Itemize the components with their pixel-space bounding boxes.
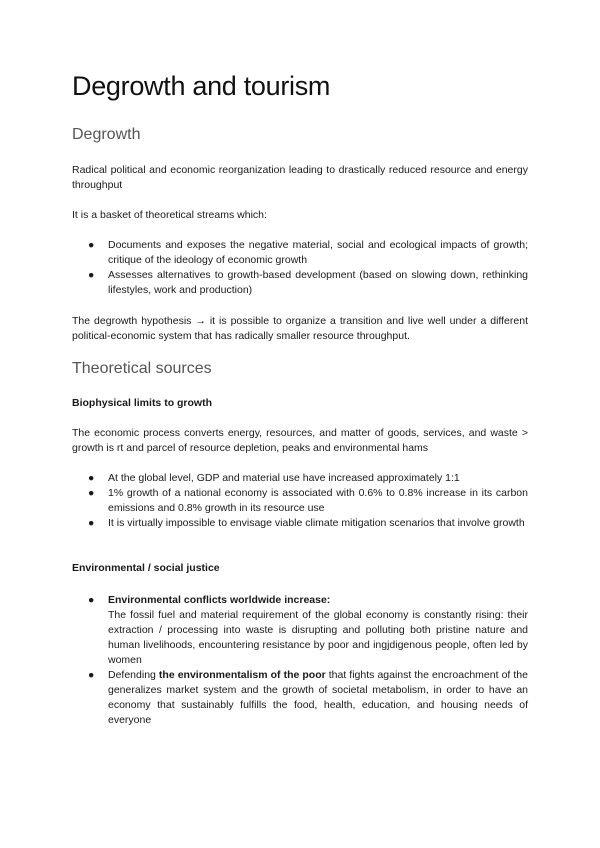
subheading-biophysical-limits: Biophysical limits to growth: [72, 397, 213, 409]
bold-phrase: the environmentalism of the poor: [158, 669, 326, 681]
list-item: ● Environmental conflicts worldwide increase: The fossil fuel and material requirement of the global economy is constantly rising: their extraction / processing into waste is disrupting and polluting both pristine nature and human livelihoods, encountering resistance by poor and ingjdigenous people, often led by women: [88, 594, 528, 666]
degrowth-intro: It is a basket of theoretical streams which:: [72, 209, 267, 221]
list-item: ● It is virtually impossible to envisage viable climate mitigation scenarios that involve growth: [88, 517, 525, 529]
justice-list: [72, 593, 528, 728]
biophysical-list: [72, 471, 528, 531]
section-heading-theoretical-sources: Theoretical sources: [72, 360, 212, 377]
list-item: ● Documents and exposes the negative material, social and ecological impacts of growth; critique of the ideology of economic growth: [88, 239, 528, 266]
list-item: ● Assesses alternatives to growth-based development (based on slowing down, rethinking lifestyles, work and production): [88, 269, 528, 296]
document-title: Degrowth and tourism: [72, 71, 331, 101]
list-item: ● At the global level, GDP and material use have increased approximately 1:1: [88, 472, 460, 484]
degrowth-definition: Radical political and economic reorganization leading to drastically reduced resource and energy throughput: [72, 164, 528, 191]
bold-phrase: Environmental conflicts worldwide increase:: [108, 594, 331, 606]
list-item: ● Defending the environmentalism of the poor that fights against the encroachment of the generalizes market system and the growth of societal metabolism, in order to have an economy that sustainably fulfills the food, health, education, and housing needs of everyone: [88, 669, 528, 726]
biophysical-text: The economic process converts energy, resources, and matter of goods, services, and waste > growth is rt and parcel of resource depletion, peaks and environmental hams: [72, 427, 528, 454]
degrowth-hypothesis: The degrowth hypothesis → it is possible to organize a transition and live well under a different political-economic system that has radically smaller resource throughput.: [72, 315, 528, 342]
list-item: ● 1% growth of a national economy is associated with 0.6% to 0.8% increase in its carbon emissions and 0.8% growth in its resource use: [88, 487, 528, 514]
section-heading-degrowth: Degrowth: [72, 126, 141, 143]
degrowth-list: [72, 238, 528, 298]
subheading-environmental-justice: Environmental / social justice: [72, 562, 220, 574]
